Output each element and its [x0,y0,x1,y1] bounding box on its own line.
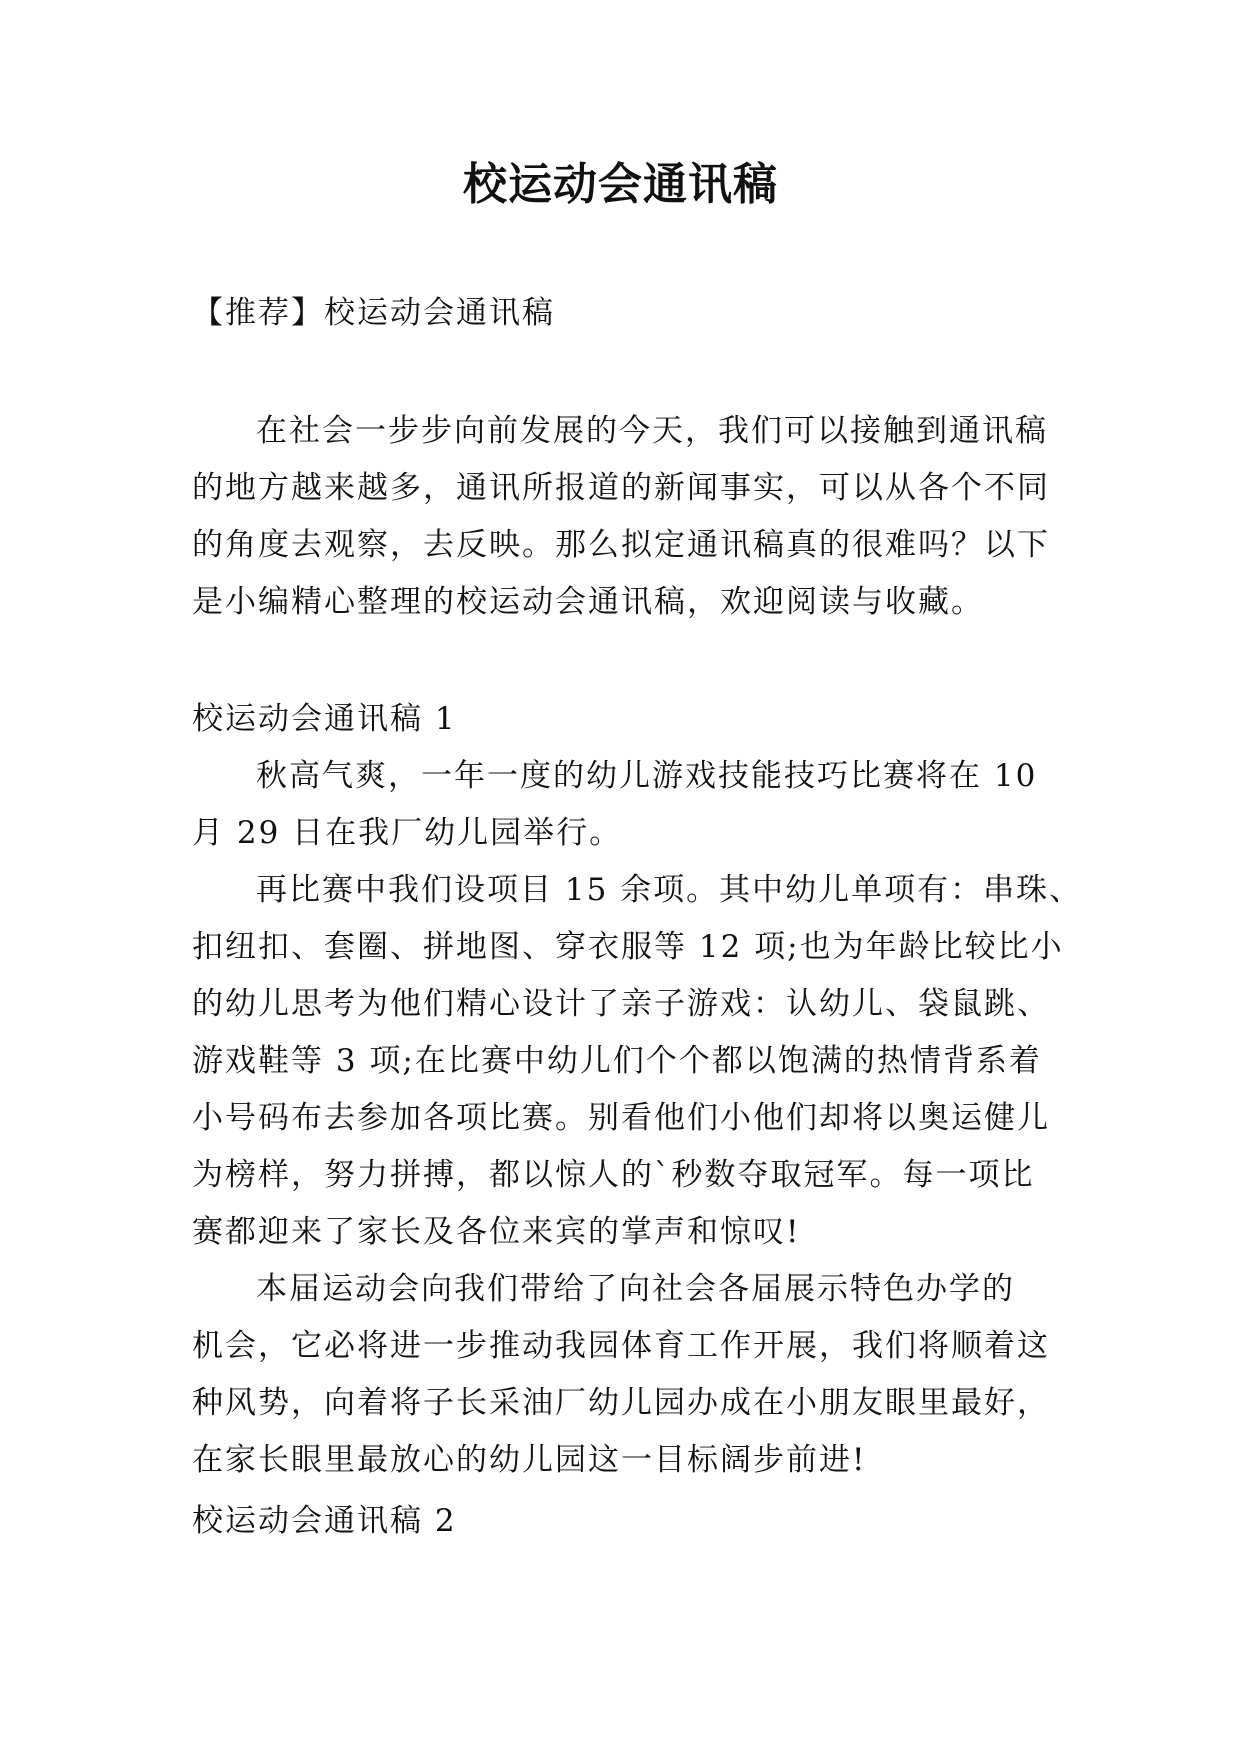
section-1-p3-line-1: 本届运动会向我们带给了向社会各届展示特色办学的 [256,1271,1015,1307]
section-1-p2-line-7: 赛都迎来了家长及各位来宾的掌声和惊叹! [192,1214,801,1250]
section-2-heading: 校运动会通讯稿 2 [192,1503,457,1539]
section-1-p3-line-3: 种风势，向着将子长采油厂幼儿园办成在小朋友眼里最好， [192,1385,1050,1421]
section-1-p2-line-5: 小号码布去参加各项比赛。别看他们小他们却将以奥运健儿 [192,1100,1050,1136]
recommend-line: 【推荐】校运动会通讯稿 [192,295,555,331]
section-1-p3-line-2: 机会，它必将进一步推动我园体育工作开展，我们将顺着这 [192,1328,1050,1364]
section-1-p2-line-2: 扣纽扣、套圈、拼地图、穿衣服等 12 项;也为年龄比较比小 [192,929,1064,965]
section-1-p2-line-4: 游戏鞋等 3 项;在比赛中幼儿们个个都以饱满的热情背系着 [192,1043,1042,1079]
intro-line-1: 在社会一步步向前发展的今天，我们可以接触到通讯稿 [256,413,1048,449]
intro-line-3: 的角度去观察，去反映。那么拟定通讯稿真的很难吗？以下 [192,527,1050,563]
section-1-heading: 校运动会通讯稿 1 [192,701,457,737]
section-1-p2-line-6: 为榜样，努力拼搏，都以惊人的`秒数夺取冠军。每一项比 [192,1157,1035,1193]
section-1-p2-line-1: 再比赛中我们设项目 15 余项。其中幼儿单项有：串珠、 [256,872,1083,908]
document-title: 校运动会通讯稿 [463,159,778,210]
intro-line-2: 的地方越来越多，通讯所报道的新闻事实，可以从各个不同 [192,470,1050,506]
intro-line-4: 是小编精心整理的校运动会通讯稿，欢迎阅读与收藏。 [192,584,984,620]
section-1-p2-line-3: 的幼儿思考为他们精心设计了亲子游戏：认幼儿、袋鼠跳、 [192,986,1050,1022]
section-1-p3-line-4: 在家长眼里最放心的幼儿园这一目标阔步前进! [192,1442,867,1478]
section-1-p1-line-1: 秋高气爽，一年一度的幼儿游戏技能技巧比赛将在 10 [256,758,1038,794]
section-1-p1-line-2: 月 29 日在我厂幼儿园举行。 [192,815,623,851]
